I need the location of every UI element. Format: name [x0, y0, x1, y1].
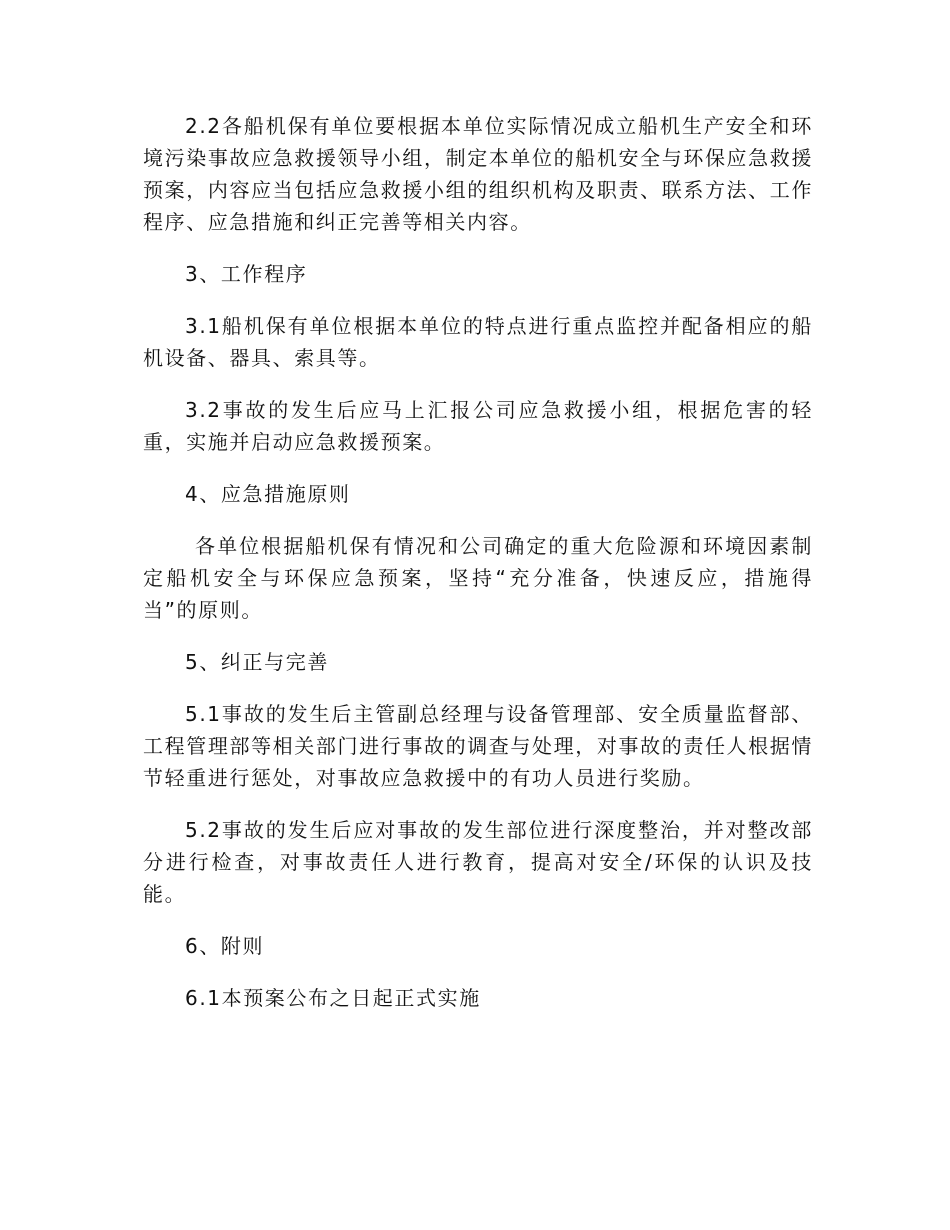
- paragraph-3-1: 3.1船机保有单位根据本单位的特点进行重点监控并配备相应的船机设备、器具、索具等。: [143, 314, 813, 370]
- section-heading-3: 3、工作程序: [185, 262, 308, 286]
- paragraph-5-1: 5.1事故的发生后主管副总经理与设备管理部、安全质量监督部、工程管理部等相关部门进行事故的调查与处理，对事故的责任人根据情节轻重进行惩处，对事故应急救援中的有功人员进行奖励。: [143, 702, 813, 790]
- section-heading-6: 6、附则: [185, 934, 265, 958]
- section-heading-4: 4、应急措施原则: [185, 482, 351, 506]
- paragraph-3-2: 3.2事故的发生后应马上汇报公司应急救援小组，根据危害的轻重，实施并启动应急救援预案。: [143, 398, 813, 454]
- paragraph-6-1: 6.1本预案公布之日起正式实施: [185, 986, 481, 1010]
- section-heading-5: 5、纠正与完善: [185, 650, 329, 674]
- document-body: [143, 110, 813, 1034]
- paragraph-2-2: 2.2各船机保有单位要根据本单位实际情况成立船机生产安全和环境污染事故应急救援领导小组，制定本单位的船机安全与环保应急救援预案，内容应当包括应急救援小组的组织机构及职责、联系方法、工作程序、应急措施和纠正完善等相关内容。: [143, 114, 813, 234]
- paragraph-5-2: 5.2事故的发生后应对事故的发生部位进行深度整治，并对整改部分进行检查，对事故责任人进行教育，提高对安全/环保的认识及技能。: [143, 818, 813, 906]
- paragraph-4-body: 各单位根据船机保有情况和公司确定的重大危险源和环境因素制定船机安全与环保应急预案，坚持“充分准备，快速反应，措施得当”的原则。: [143, 534, 813, 622]
